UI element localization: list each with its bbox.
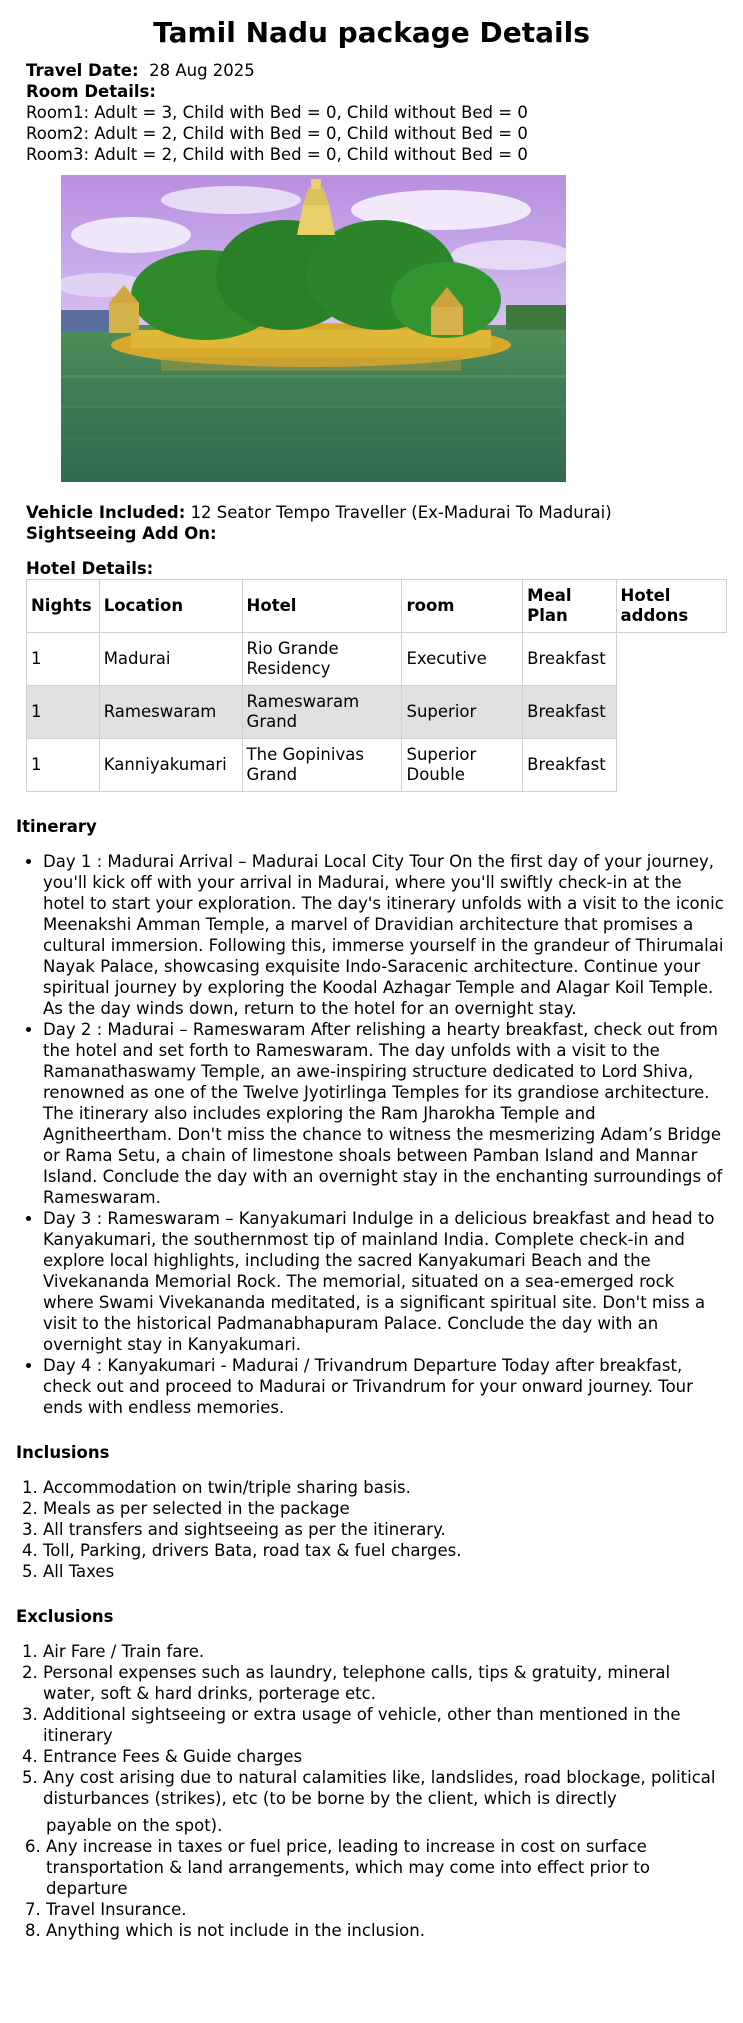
list-item: 2. Meals as per selected in the package	[43, 1498, 727, 1519]
cell-nights: 1	[27, 686, 100, 739]
room-details-heading: Room Details:	[26, 82, 156, 101]
list-item: 8. Anything which is not include in the inclusion.	[46, 1920, 727, 1941]
vehicle-label: Vehicle Included:	[26, 503, 186, 522]
list-item: 7. Travel Insurance.	[46, 1899, 727, 1920]
list-item: 2. Personal expenses such as laundry, telephone calls, tips & gratuity, mineral water, soft & hard drinks, porterage etc.	[43, 1662, 727, 1704]
list-item: 4. Entrance Fees & Guide charges	[43, 1746, 727, 1767]
list-item: 6. Any increase in taxes or fuel price, leading to increase in cost on surface transportation & land arrangements, which may come into effect prior to departure	[46, 1836, 727, 1899]
inclusions-heading: Inclusions	[16, 1443, 110, 1462]
inclusions-list	[16, 1477, 727, 1582]
exclusions-list-cont	[16, 1836, 727, 1941]
cell-nights: 1	[27, 633, 100, 686]
col-hotel-addons: Hotel addons	[616, 580, 726, 633]
room-line: Room2: Adult = 2, Child with Bed = 0, Child without Bed = 0	[26, 124, 528, 143]
travel-date-value: 28 Aug 2025	[149, 61, 255, 80]
col-room: room	[402, 580, 523, 633]
cell-meal: Breakfast	[523, 686, 616, 739]
hotel-details-heading: Hotel Details:	[26, 559, 154, 578]
list-item: 1. Air Fare / Train fare.	[43, 1641, 727, 1662]
room-line: Room3: Adult = 2, Child with Bed = 0, Child without Bed = 0	[26, 145, 528, 164]
itinerary-heading: Itinerary	[16, 817, 97, 836]
col-nights: Nights	[27, 580, 100, 633]
cell-hotel: Rameswaram Grand	[242, 686, 402, 739]
temple-island-photo	[61, 175, 566, 482]
cell-meal: Breakfast	[523, 739, 616, 792]
exclusions-heading: Exclusions	[16, 1607, 114, 1626]
list-item: 3. Additional sightseeing or extra usage of vehicle, other than mentioned in the itinerary	[43, 1704, 727, 1746]
list-item: 4. Toll, Parking, drivers Bata, road tax & fuel charges.	[43, 1540, 727, 1561]
cell-location: Madurai	[99, 633, 242, 686]
cell-hotel: Rio Grande Residency	[242, 633, 402, 686]
sightseeing-label: Sightseeing Add On:	[26, 524, 217, 543]
list-item: • Day 1 : Madurai Arrival – Madurai Local City Tour On the first day of your journey, you'll kick off with your arrival in Madurai, where you'll swiftly check-in at the hotel to start your exploration. The day's itinerary unfolds with a visit to the iconic Meenakshi Amman Temple, a marvel of Dravidian architecture that promises a cultural immersion. Following this, immerse yourself in the grandeur of Thirumalai Nayak Palace, showcasing exquisite Indo-Saracenic architecture. Continue your spiritual journey by exploring the Koodal Azhagar Temple and Alagar Koil Temple. As the day winds down, return to the hotel for an overnight stay.	[43, 851, 727, 1019]
travel-date-label: Travel Date:	[26, 61, 139, 80]
vehicle-row	[26, 502, 727, 523]
cell-hotel: The Gopinivas Grand	[242, 739, 402, 792]
travel-info	[16, 60, 727, 165]
itinerary-list	[16, 851, 727, 1418]
col-hotel: Hotel	[242, 580, 402, 633]
table-row	[27, 739, 727, 792]
list-item: 5. All Taxes	[43, 1561, 727, 1582]
exclusions-list	[16, 1641, 727, 1809]
cell-room: Executive	[402, 633, 523, 686]
cell-location: Kanniyakumari	[99, 739, 242, 792]
hero-image-wrap	[16, 175, 727, 482]
list-item: • Day 3 : Rameswaram – Kanyakumari Indulge in a delicious breakfast and head to Kanyakumari, the southernmost tip of mainland India. Complete check-in and explore local highlights, including the sacred Kanyakumari Beach and the Vivekananda Memorial Rock. The memorial, situated on a sea-emerged rock where Swami Vivekananda meditated, is a significant spiritual site. Don't miss a visit to the historical Padmanabhapuram Palace. Conclude the day with an overnight stay in Kanyakumari.	[43, 1208, 727, 1355]
vehicle-value: 12 Seator Tempo Traveller (Ex-Madurai To Madurai)	[190, 503, 612, 522]
travel-date-row	[26, 60, 727, 81]
cell-nights: 1	[27, 739, 100, 792]
hotel-table	[26, 579, 727, 792]
cell-room: Superior	[402, 686, 523, 739]
list-item: 5. Any cost arising due to natural calamities like, landslides, road blockage, political disturbances (strikes), etc (to be borne by the client, which is directly	[43, 1767, 727, 1809]
room-details-label	[26, 81, 727, 102]
exclusion-continuation: payable on the spot).	[46, 1816, 223, 1835]
sightseeing-row	[26, 523, 727, 544]
list-item: • Day 4 : Kanyakumari - Madurai / Trivandrum Departure Today after breakfast, check out and proceed to Madurai or Trivandrum for your onward journey. Tour ends with endless memories.	[43, 1355, 727, 1418]
cell-room: Superior Double	[402, 739, 523, 792]
list-item: • Day 2 : Madurai – Rameswaram After relishing a hearty breakfast, check out from the hotel and set forth to Rameswaram. The day unfolds with a visit to the Ramanathaswamy Temple, an awe-inspiring structure dedicated to Lord Shiva, renowned as one of the Twelve Jyotirlinga Temples for its grandiose architecture. The itinerary also includes exploring the Ram Jharokha Temple and Agnitheertham. Don't miss the chance to witness the mesmerizing Adam’s Bridge or Rama Setu, a chain of limestone shoals between Pamban Island and Mannar Island. Conclude the day with an overnight stay in the enchanting surroundings of Rameswaram.	[43, 1019, 727, 1208]
list-item: 3. All transfers and sightseeing as per the itinerary.	[43, 1519, 727, 1540]
col-meal-plan: Meal Plan	[523, 580, 616, 633]
room-line: Room1: Adult = 3, Child with Bed = 0, Child without Bed = 0	[26, 103, 528, 122]
cell-location: Rameswaram	[99, 686, 242, 739]
col-location: Location	[99, 580, 242, 633]
table-row	[27, 686, 727, 739]
package-page	[0, 16, 743, 1941]
list-item: 1. Accommodation on twin/triple sharing basis.	[43, 1477, 727, 1498]
hotel-table-header	[27, 580, 727, 633]
table-row	[27, 633, 727, 686]
cell-meal: Breakfast	[523, 633, 616, 686]
vehicle-info	[16, 502, 727, 544]
page-title: Tamil Nadu package Details	[153, 16, 590, 49]
